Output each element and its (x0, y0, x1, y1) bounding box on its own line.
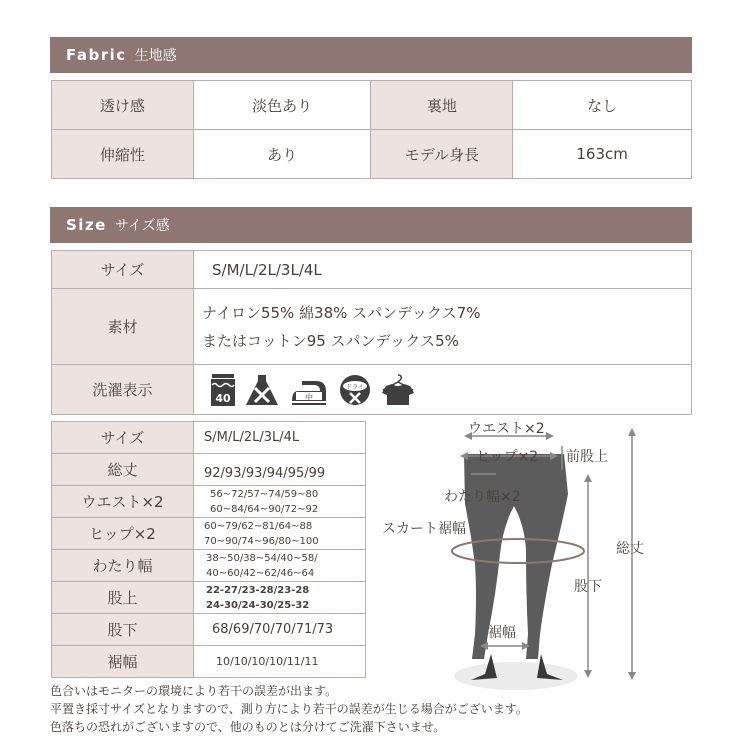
row-value-line-2: 24-30/24-30/25-32 (206, 599, 310, 611)
row-label: 股上 (52, 582, 194, 614)
row-value-line-1: 56~72/57~74/59~80 (210, 488, 319, 500)
row-label: 股下 (52, 614, 194, 646)
size-header-jp: サイズ感 (114, 218, 170, 234)
row-label: ヒップ×2 (52, 518, 194, 550)
iron-medium-icon (288, 373, 330, 407)
material-line-1: ナイロン55% 綿38% スパンデックス7% (202, 303, 481, 322)
size-row (52, 251, 692, 289)
material-line-2: またはコットン95 スパンデックス5% (202, 331, 459, 350)
note-line: 色落ちの恐れがございますので、他のものとは分けてご洗濯下さいませ。 (50, 720, 446, 734)
row-value-line-2: 40~60/42~62/46~64 (206, 567, 315, 579)
transparency-value: 淡色あり (193, 81, 371, 130)
care-row (52, 365, 692, 415)
stretch-value: あり (193, 130, 371, 179)
model-height-value: 163cm (513, 130, 692, 179)
no-bleach-icon (244, 373, 280, 407)
rise-label: 前股上 (566, 449, 608, 465)
total-length-label: 総丈 (616, 541, 644, 557)
size-section-header (50, 207, 692, 243)
note-line: 平置き採寸サイズとなりますので、測り方により若干の誤差が生じる場合がございます。 (50, 702, 528, 716)
row-value (194, 486, 366, 518)
table-row (52, 486, 366, 518)
thigh-label: わたり幅×2 (444, 489, 521, 505)
fabric-table (51, 80, 692, 179)
notes (50, 682, 528, 736)
note-line: 色合いはモニターの環境により若干の誤差が出ます。 (50, 684, 338, 698)
row-value: 10/10/10/10/11/11 (194, 646, 366, 678)
size-label: サイズ (52, 251, 194, 289)
table-row (52, 550, 366, 582)
model-height-label: モデル身長 (371, 130, 513, 179)
stretch-label: 伸縮性 (52, 130, 194, 179)
dry-text: ドライ (346, 383, 364, 391)
material-label: 素材 (52, 289, 194, 365)
row-value: S/M/L/2L/3L/4L (194, 422, 366, 454)
measurement-diagram (376, 414, 676, 704)
table-row (52, 646, 366, 678)
row-label: 総丈 (52, 454, 194, 486)
row-label: わたり幅 (52, 550, 194, 582)
material-row (52, 289, 692, 365)
transparency-label: 透け感 (52, 81, 194, 130)
iron-text: 中 (305, 392, 313, 402)
hip-label: ヒップ×2 (476, 449, 539, 465)
row-value-line-2: 60~84/64~90/72~92 (210, 503, 319, 515)
row-value-line-1: 38~50/38~54/40~58/ (206, 552, 318, 564)
dry-clean-icon (338, 373, 372, 407)
row-value: 92/93/93/94/95/99 (194, 454, 366, 486)
row-value (194, 518, 366, 550)
table-row (52, 422, 366, 454)
skirt-hem-label: スカート裾幅 (382, 521, 466, 537)
row-label: ウエスト×2 (52, 486, 194, 518)
size-header-en: Size (66, 216, 107, 234)
inseam-label: 股下 (574, 579, 602, 595)
table-row (52, 454, 366, 486)
fabric-section-header (50, 37, 692, 73)
care-icons (210, 373, 691, 407)
size-table (51, 250, 692, 415)
size-value: S/M/L/2L/3L/4L (194, 251, 692, 289)
row-value-line-1: 60~79/62~81/64~88 (204, 520, 313, 532)
fabric-row (52, 81, 692, 130)
hem-label: 裾幅 (488, 625, 516, 641)
row-label: 裾幅 (52, 646, 194, 678)
fabric-row (52, 130, 692, 179)
size-detail-table (51, 421, 366, 678)
table-row (52, 582, 366, 614)
row-value (194, 550, 366, 582)
row-label: サイズ (52, 422, 194, 454)
row-value-line-1: 22-27/23-28/23-28 (206, 584, 310, 596)
lining-value: なし (513, 81, 692, 130)
row-value: 68/69/70/70/71/73 (194, 614, 366, 646)
hang-dry-icon (380, 373, 416, 407)
row-value (194, 582, 366, 614)
table-row (52, 614, 366, 646)
lining-label: 裏地 (371, 81, 513, 130)
wash-temp-text: 40 (215, 391, 231, 405)
care-icons-cell (194, 365, 692, 415)
row-value-line-2: 70~90/74~96/80~100 (204, 535, 319, 547)
table-row (52, 518, 366, 550)
material-value (194, 289, 692, 365)
fabric-header-jp: 生地感 (134, 48, 177, 64)
waist-label: ウエスト×2 (468, 421, 545, 437)
fabric-header-en: Fabric (66, 46, 127, 64)
care-label: 洗濯表示 (52, 365, 194, 415)
wash-40-icon (210, 373, 236, 407)
